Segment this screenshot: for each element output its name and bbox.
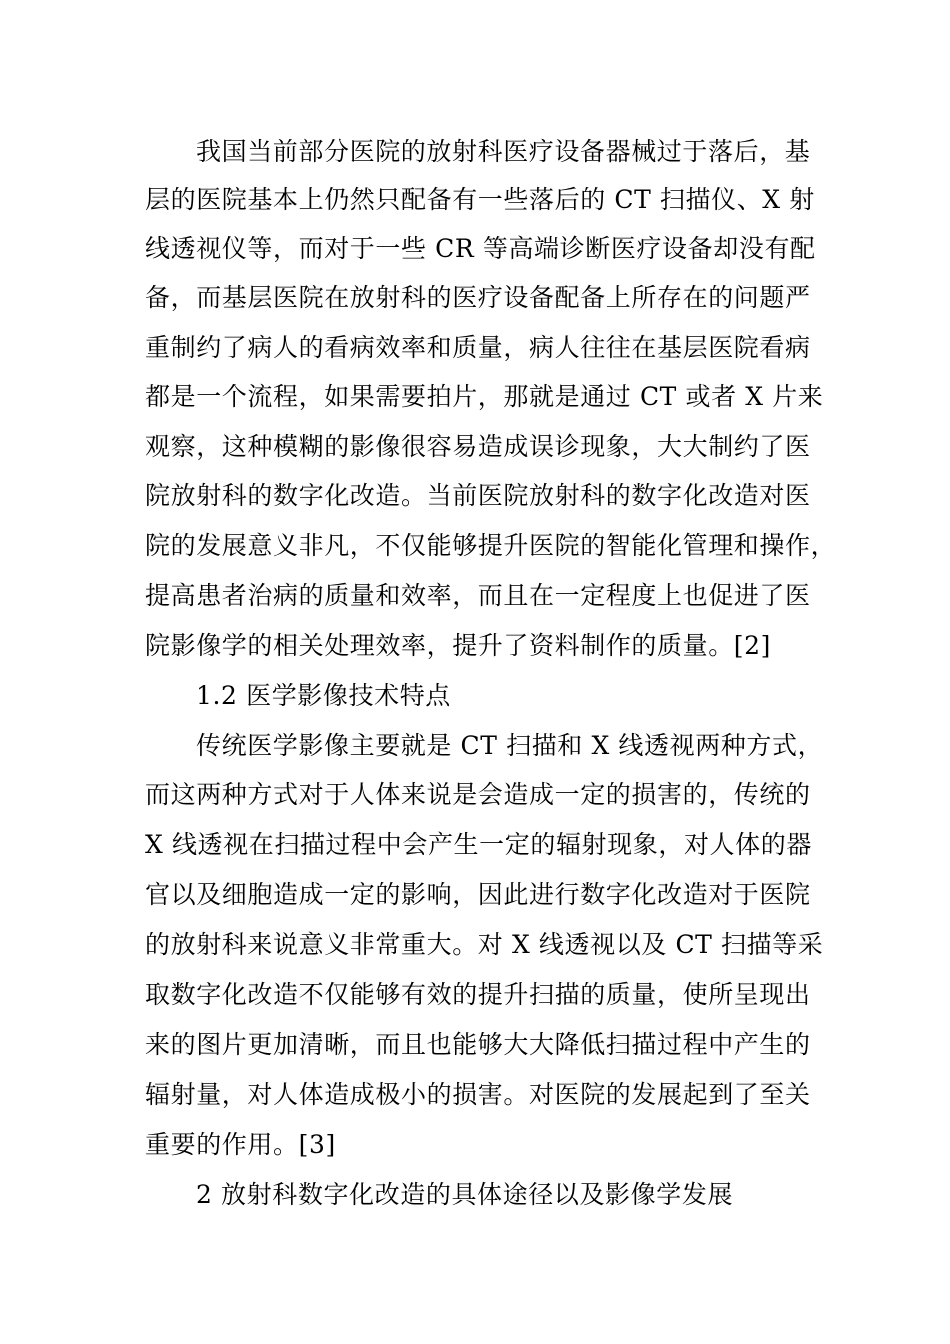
paragraph-1-line: 层的医院基本上仍然只配备有一些落后的 CT 扫描仪、X 射 [145,185,815,214]
paragraph-1-line: 重制约了病人的看病效率和质量，病人往往在基层医院看病 [145,333,811,362]
paragraph-1-line: 院放射科的数字化改造。当前医院放射科的数字化改造对医 [145,481,811,510]
paragraph-1-line: 都是一个流程，如果需要拍片，那就是通过 CT 或者 X 片来 [145,382,824,411]
paragraph-1-line: 线透视仪等，而对于一些 CR 等高端诊断医疗设备却没有配 [145,234,816,263]
section-heading: 2 放射科数字化改造的具体途径以及影像学发展 [196,1180,734,1209]
paragraph-1-line: 我国当前部分医院的放射科医疗设备器械过于落后，基 [196,137,811,166]
paragraph-1-line: 院影像学的相关处理效率，提升了资料制作的质量。[2] [145,631,772,660]
paragraph-2-line: 官以及细胞造成一定的影响，因此进行数字化改造对于医院 [145,880,811,909]
paragraph-2-line: 重要的作用。[3] [145,1130,336,1159]
paragraph-2-line: 的放射科来说意义非常重大。对 X 线透视以及 CT 扫描等采 [145,930,824,959]
paragraph-2-line: X 线透视在扫描过程中会产生一定的辐射现象，对人体的器 [145,830,812,859]
paragraph-1-line: 提高患者治病的质量和效率，而且在一定程度上也促进了医 [145,581,811,610]
paragraph-1-line: 观察，这种模糊的影像很容易造成误诊现象，大大制约了医 [145,432,811,461]
paragraph-2-line: 取数字化改造不仅能够有效的提升扫描的质量，使所呈现出 [145,980,811,1009]
paragraph-2-line: 而这两种方式对于人体来说是会造成一定的损害的，传统的 [145,780,811,809]
paragraph-2-line: 辐射量，对人体造成极小的损害。对医院的发展起到了至关 [145,1080,811,1109]
paragraph-2-line: 来的图片更加清晰，而且也能够大大降低扫描过程中产生的 [145,1030,811,1059]
paragraph-2-line: 传统医学影像主要就是 CT 扫描和 X 线透视两种方式， [196,731,824,760]
paragraph-1-line: 备，而基层医院在放射科的医疗设备配备上所存在的问题严 [145,283,811,312]
section-heading: 1.2 医学影像技术特点 [196,681,451,710]
paragraph-1-line: 院的发展意义非凡，不仅能够提升医院的智能化管理和操作， [145,531,837,560]
